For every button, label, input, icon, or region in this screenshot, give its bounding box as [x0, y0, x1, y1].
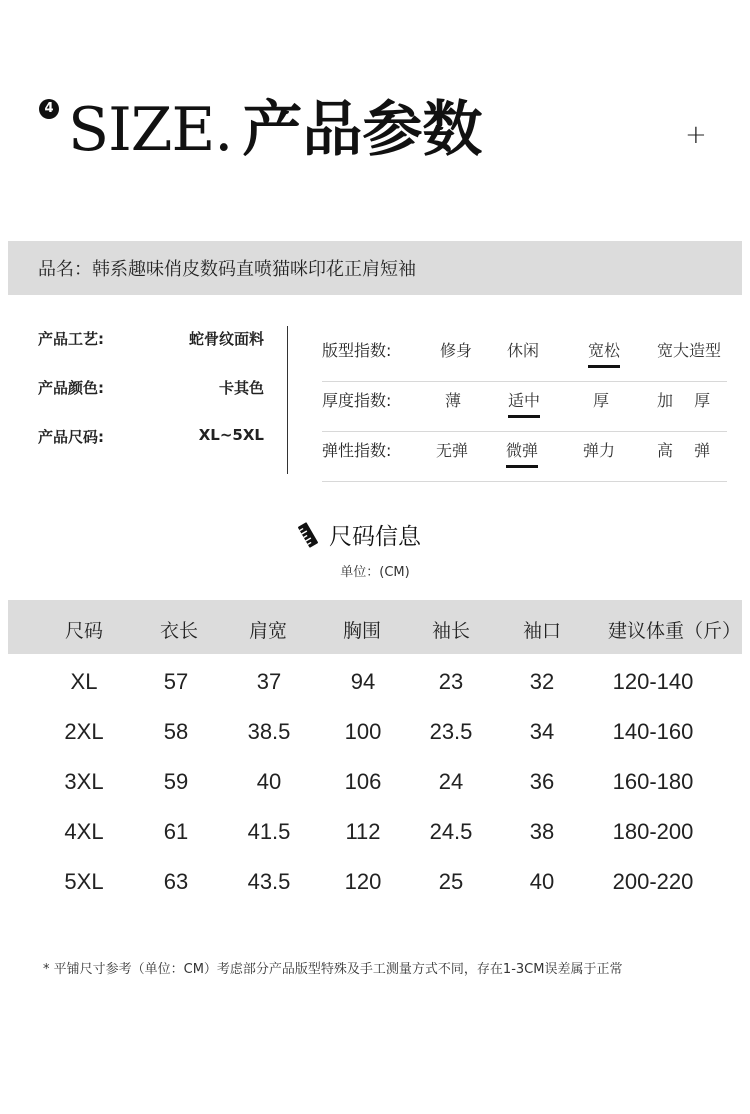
column-header: 袖口 — [522, 620, 561, 642]
index-table — [322, 332, 727, 482]
ruler-icon — [295, 522, 321, 548]
table-cell: 24.5 — [429, 819, 473, 844]
page-title — [68, 92, 482, 168]
table-cell: 38.5 — [247, 719, 291, 744]
index-option: 宽大造型 — [657, 341, 722, 360]
index-option: 无弹 — [436, 441, 469, 460]
table-cell: 94 — [350, 669, 376, 694]
index-row-elasticity — [322, 432, 727, 482]
table-cell: 120-140 — [612, 669, 694, 694]
title-chinese: 产品参数 — [242, 95, 483, 165]
table-cell: 200-220 — [612, 869, 694, 894]
index-option: 休闲 — [507, 341, 540, 360]
table-cell: 40 — [256, 769, 282, 794]
table-row — [8, 759, 742, 809]
table-cell: 34 — [529, 719, 555, 744]
index-option: 加 厚 — [657, 391, 711, 410]
table-cell: 100 — [344, 719, 382, 744]
index-option-selected: 微弹 — [506, 438, 538, 461]
footnote: * 平铺尺寸参考（单位：CM）考虑部分产品版型特殊及手工测量方式不同，存在1-3CM误差属于正常 — [43, 962, 623, 977]
product-name-value: 韩系趣味俏皮数码直喷猫咪印花正肩短袖 — [92, 259, 416, 280]
table-cell: 25 — [438, 869, 464, 894]
column-header: 衣长 — [159, 620, 198, 642]
table-cell: 24 — [438, 769, 464, 794]
column-header: 袖长 — [431, 620, 470, 642]
step-number-badge: 4 — [39, 99, 59, 119]
table-cell: 37 — [256, 669, 282, 694]
column-header: 肩宽 — [248, 620, 287, 642]
index-option: 厚 — [593, 391, 610, 410]
table-cell: 59 — [163, 769, 189, 794]
table-cell: 140-160 — [612, 719, 694, 744]
plus-icon: + — [685, 120, 707, 150]
product-name-bar — [8, 241, 742, 295]
table-row — [8, 859, 742, 909]
table-cell: XL — [70, 669, 98, 694]
index-row-fit — [322, 332, 727, 382]
product-name-label: 品名： — [38, 259, 92, 280]
table-cell: 61 — [163, 819, 189, 844]
table-cell: 32 — [529, 669, 555, 694]
index-option: 弹力 — [583, 441, 616, 460]
page-header — [0, 0, 750, 200]
size-info-title: 尺码信息 — [329, 524, 421, 550]
column-header: 尺码 — [64, 620, 103, 642]
spec-label: 产品工艺: — [38, 330, 104, 348]
title-english: SIZE. — [68, 95, 233, 165]
table-cell: 160-180 — [612, 769, 694, 794]
spec-value: XL~5XL — [198, 426, 264, 444]
index-option-selected: 适中 — [508, 388, 540, 411]
table-cell: 43.5 — [247, 869, 291, 894]
index-label: 厚度指数: — [322, 391, 392, 410]
unit-label: 单位：(CM) — [340, 565, 410, 580]
table-cell: 57 — [163, 669, 189, 694]
table-cell: 106 — [344, 769, 382, 794]
spec-row-color — [38, 377, 264, 426]
index-option: 高 弹 — [657, 441, 711, 460]
spec-row-size — [38, 426, 264, 475]
product-spec-list — [38, 328, 264, 475]
spec-value: 卡其色 — [218, 379, 264, 397]
index-row-thickness — [322, 382, 727, 432]
spec-label: 产品颜色: — [38, 379, 104, 397]
spec-label: 产品尺码: — [38, 428, 104, 446]
column-header: 胸围 — [342, 620, 381, 642]
table-cell: 120 — [344, 869, 382, 894]
table-cell: 63 — [163, 869, 189, 894]
table-cell: 23 — [438, 669, 464, 694]
index-option: 薄 — [445, 391, 462, 410]
size-info-heading — [295, 518, 421, 551]
table-cell: 36 — [529, 769, 555, 794]
spec-value: 蛇骨纹面料 — [188, 330, 264, 348]
spec-row-craft — [38, 328, 264, 377]
table-cell: 38 — [529, 819, 555, 844]
index-label: 弹性指数: — [322, 441, 392, 460]
table-cell: 41.5 — [247, 819, 291, 844]
table-cell: 4XL — [64, 819, 104, 844]
table-cell: 180-200 — [612, 819, 694, 844]
table-cell: 5XL — [64, 869, 104, 894]
table-cell: 23.5 — [429, 719, 473, 744]
table-row — [8, 809, 742, 859]
table-cell: 40 — [529, 869, 555, 894]
table-cell: 3XL — [64, 769, 104, 794]
spec-divider — [287, 326, 288, 474]
size-table-header — [8, 600, 742, 654]
table-cell: 112 — [345, 819, 381, 844]
table-row — [8, 709, 742, 759]
index-option-selected: 宽松 — [588, 338, 620, 361]
table-cell: 2XL — [64, 719, 104, 744]
index-label: 版型指数: — [322, 341, 392, 360]
table-cell: 58 — [163, 719, 189, 744]
table-row — [8, 659, 742, 709]
column-header: 建议体重（斤） — [608, 620, 742, 642]
index-option: 修身 — [440, 341, 473, 360]
